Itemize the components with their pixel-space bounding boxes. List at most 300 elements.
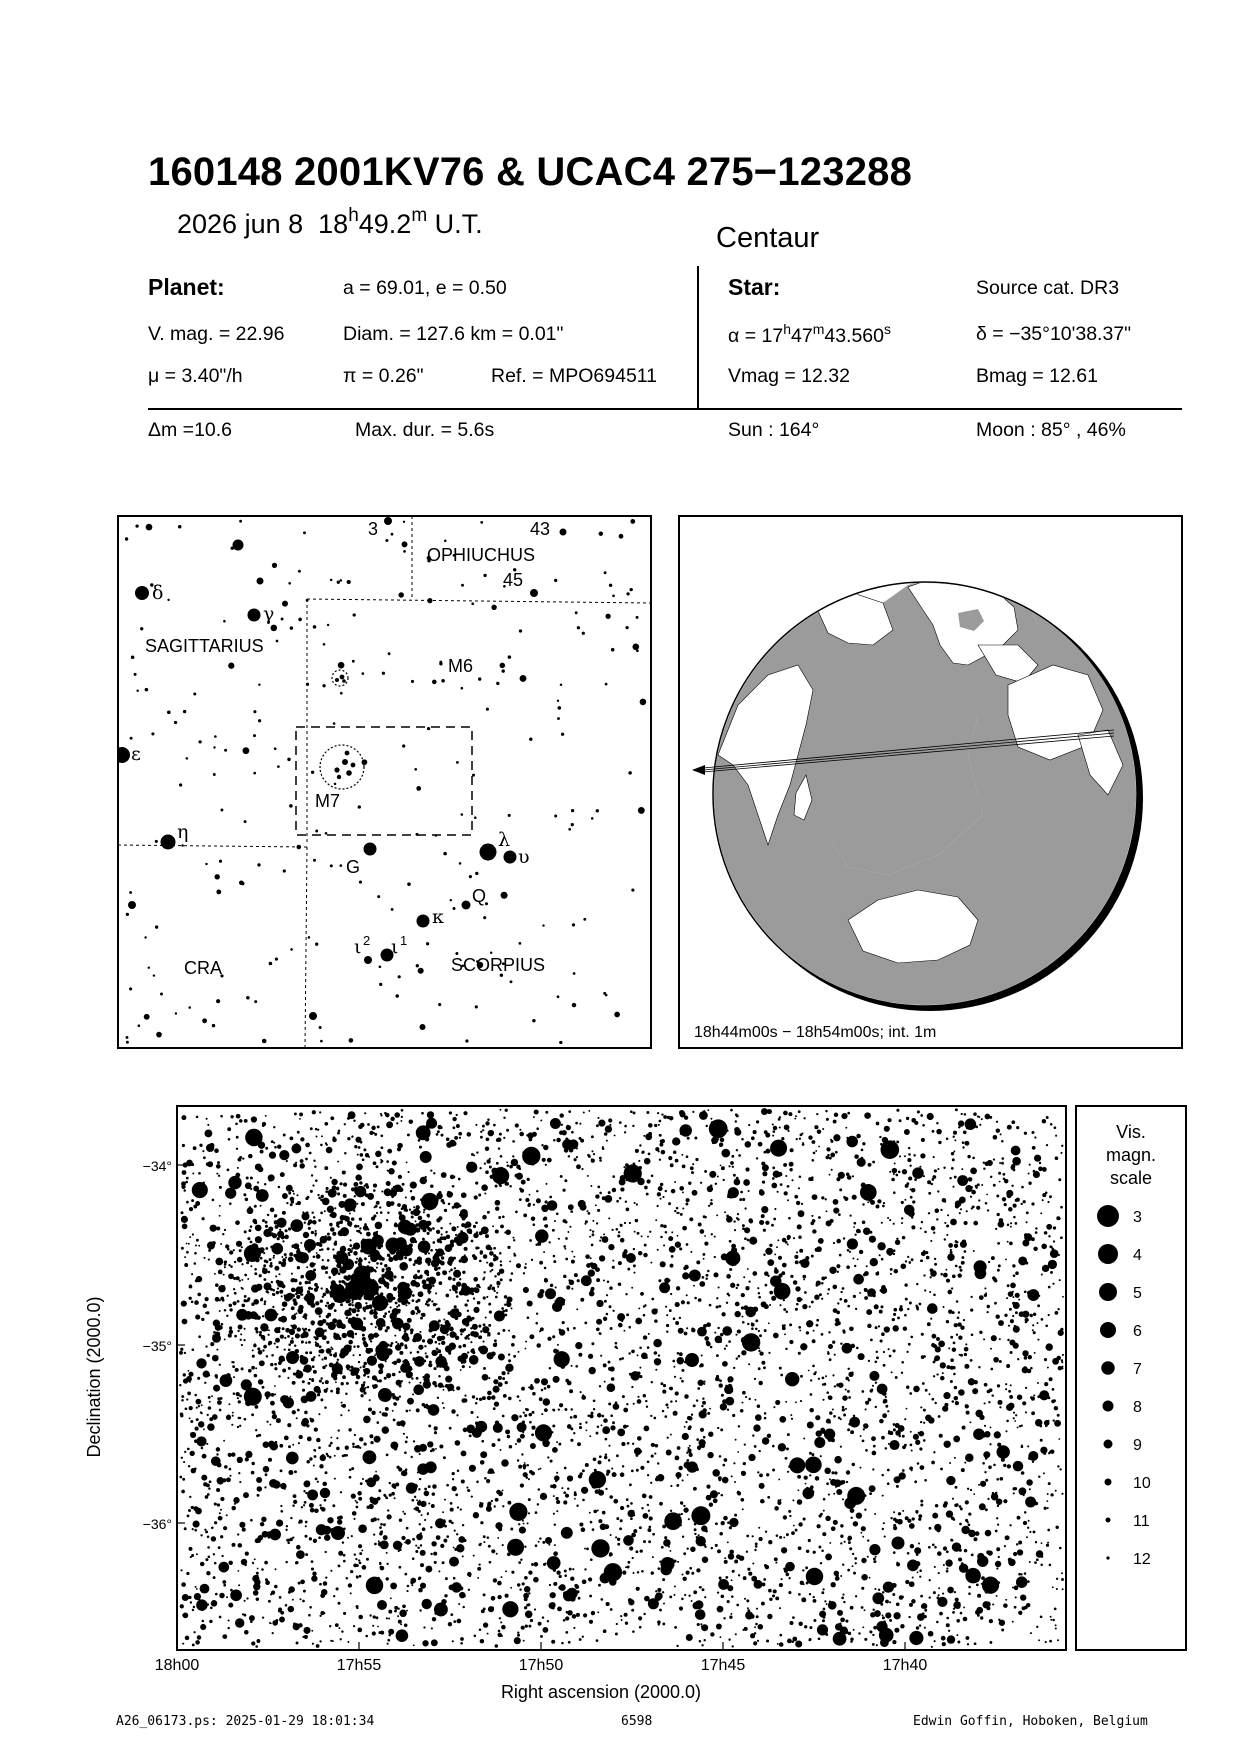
- chart-star: [766, 1640, 769, 1643]
- chart-star: [832, 1341, 835, 1344]
- chart-star: [550, 1284, 554, 1288]
- faint-star: [411, 680, 414, 683]
- faint-star: [571, 809, 574, 812]
- chart-star: [305, 1492, 307, 1494]
- chart-star: [427, 1232, 430, 1235]
- chart-star: [293, 1494, 297, 1498]
- chart-star: [953, 1151, 955, 1153]
- chart-star: [630, 1371, 640, 1381]
- faint-star: [416, 786, 421, 791]
- chart-star: [906, 1386, 909, 1389]
- chart-star: [590, 1521, 593, 1524]
- chart-star: [824, 1628, 826, 1630]
- chart-star: [1010, 1222, 1012, 1224]
- chart-star: [704, 1242, 708, 1246]
- faint-star: [398, 975, 401, 978]
- chart-star: [379, 1286, 382, 1289]
- object-category: Centaur: [716, 222, 820, 254]
- chart-star: [670, 1163, 674, 1167]
- chart-star: [976, 1584, 979, 1587]
- chart-star: [987, 1209, 989, 1211]
- chart-star: [1023, 1494, 1025, 1496]
- chart-star: [258, 1142, 265, 1149]
- chart-star: [734, 1229, 736, 1231]
- chart-star: [826, 1482, 829, 1485]
- chart-star: [623, 1330, 625, 1332]
- chart-star: [824, 1600, 826, 1602]
- chart-star: [222, 1233, 224, 1235]
- chart-star: [962, 1426, 966, 1430]
- chart-star: [712, 1131, 715, 1134]
- chart-star: [224, 1465, 228, 1469]
- chart-star: [726, 1274, 731, 1279]
- chart-star: [825, 1553, 832, 1560]
- chart-star: [347, 1137, 350, 1140]
- faint-star: [611, 648, 615, 652]
- chart-star: [553, 1551, 558, 1556]
- chart-star: [959, 1523, 962, 1526]
- chart-star: [658, 1354, 660, 1356]
- chart-star: [764, 1417, 767, 1420]
- chart-star: [295, 1147, 298, 1150]
- chart-star: [659, 1134, 662, 1137]
- chart-star: [382, 1426, 390, 1434]
- chart-star: [942, 1306, 944, 1308]
- chart-star: [493, 1471, 495, 1473]
- chart-star: [394, 1606, 398, 1610]
- chart-star: [983, 1162, 985, 1164]
- chart-star: [717, 1549, 721, 1553]
- label-45: 45: [503, 570, 524, 590]
- chart-star: [237, 1426, 239, 1428]
- chart-star: [369, 1399, 371, 1401]
- chart-star: [646, 1406, 648, 1408]
- chart-star: [665, 1231, 668, 1234]
- chart-star: [547, 1456, 549, 1458]
- chart-star: [528, 1625, 531, 1628]
- chart-star: [829, 1542, 831, 1544]
- chart-star: [220, 1497, 224, 1501]
- chart-star: [852, 1565, 854, 1567]
- chart-star: [651, 1455, 654, 1458]
- chart-star: [386, 1514, 391, 1519]
- chart-star: [320, 1488, 330, 1498]
- chart-star: [207, 1423, 215, 1431]
- chart-star: [661, 1113, 663, 1115]
- chart-star: [233, 1497, 239, 1503]
- chart-star: [372, 1631, 376, 1635]
- chart-star: [682, 1191, 684, 1193]
- chart-star: [498, 1382, 503, 1387]
- chart-star: [574, 1584, 578, 1588]
- chart-star: [654, 1358, 661, 1365]
- chart-star: [706, 1342, 711, 1347]
- chart-star: [196, 1436, 206, 1446]
- chart-star: [893, 1551, 896, 1554]
- chart-star: [401, 1470, 407, 1476]
- chart-star: [1018, 1611, 1022, 1615]
- chart-star: [887, 1217, 889, 1219]
- chart-star: [355, 1174, 361, 1180]
- chart-star: [1037, 1322, 1039, 1324]
- chart-star: [990, 1176, 992, 1178]
- chart-star: [694, 1523, 697, 1526]
- chart-star: [393, 1232, 396, 1235]
- chart-star: [305, 1525, 307, 1527]
- chart-star: [764, 1304, 769, 1309]
- chart-star: [219, 1205, 221, 1207]
- chart-star: [822, 1532, 826, 1536]
- chart-star: [894, 1628, 899, 1633]
- chart-star: [984, 1287, 986, 1289]
- chart-star: [646, 1111, 649, 1114]
- chart-star: [336, 1587, 339, 1590]
- chart-star: [985, 1479, 988, 1482]
- chart-star: [269, 1622, 271, 1624]
- chart-star: [274, 1146, 277, 1149]
- faint-star: [391, 533, 394, 536]
- chart-star: [583, 1111, 585, 1113]
- chart-star: [280, 1172, 285, 1177]
- chart-star: [590, 1257, 592, 1259]
- chart-star: [275, 1568, 277, 1570]
- chart-star: [624, 1613, 628, 1617]
- chart-star: [343, 1560, 346, 1563]
- chart-star: [1036, 1550, 1044, 1558]
- chart-star: [821, 1298, 823, 1300]
- chart-star: [970, 1359, 973, 1362]
- chart-star: [807, 1550, 810, 1553]
- chart-star: [682, 1535, 684, 1537]
- chart-star: [921, 1333, 924, 1336]
- chart-star: [881, 1436, 885, 1440]
- chart-star: [964, 1364, 969, 1369]
- chart-star: [697, 1387, 700, 1390]
- chart-star: [603, 1629, 607, 1633]
- chart-star: [436, 1272, 440, 1276]
- chart-star: [604, 1524, 609, 1529]
- chart-star: [952, 1274, 956, 1278]
- chart-star: [670, 1434, 672, 1436]
- chart-star: [875, 1556, 877, 1558]
- chart-star: [954, 1591, 956, 1593]
- chart-star: [182, 1224, 188, 1230]
- chart-star: [191, 1468, 194, 1471]
- chart-star: [867, 1539, 869, 1541]
- chart-star: [228, 1603, 233, 1608]
- chart-star: [805, 1457, 822, 1474]
- chart-star: [721, 1149, 730, 1158]
- chart-star: [728, 1638, 730, 1640]
- chart-star: [285, 1561, 287, 1563]
- chart-star: [912, 1576, 914, 1578]
- chart-star: [935, 1208, 940, 1213]
- chart-star: [327, 1233, 330, 1236]
- chart-star: [795, 1308, 798, 1311]
- chart-star: [525, 1198, 529, 1202]
- chart-star: [667, 1407, 669, 1409]
- chart-star: [762, 1180, 765, 1183]
- chart-star: [221, 1555, 223, 1557]
- faint-star: [605, 994, 608, 997]
- chart-star: [360, 1387, 366, 1393]
- chart-star: [196, 1399, 202, 1405]
- chart-star: [746, 1599, 749, 1602]
- chart-star: [491, 1443, 495, 1447]
- chart-star: [415, 1550, 418, 1553]
- chart-star: [250, 1225, 253, 1228]
- chart-star: [353, 1120, 355, 1122]
- chart-star: [256, 1435, 259, 1438]
- chart-star: [662, 1196, 664, 1198]
- chart-star: [543, 1251, 545, 1253]
- chart-star: [181, 1582, 186, 1587]
- chart-star: [204, 1129, 212, 1137]
- star-dot: [351, 763, 356, 768]
- chart-star: [968, 1592, 971, 1595]
- chart-star: [193, 1606, 195, 1608]
- chart-star: [500, 1260, 502, 1262]
- chart-star: [816, 1113, 818, 1115]
- chart-star: [431, 1504, 435, 1508]
- chart-star: [781, 1578, 783, 1580]
- chart-star: [682, 1479, 684, 1481]
- chart-star: [399, 1610, 406, 1617]
- chart-star: [783, 1163, 787, 1167]
- chart-star: [390, 1441, 398, 1449]
- chart-star: [595, 1204, 597, 1206]
- chart-star: [285, 1604, 288, 1607]
- chart-star: [288, 1257, 294, 1263]
- chart-star: [839, 1298, 842, 1301]
- chart-star: [1053, 1240, 1055, 1242]
- chart-star: [810, 1393, 813, 1396]
- chart-star: [676, 1286, 680, 1290]
- chart-star: [464, 1303, 467, 1306]
- chart-star: [183, 1189, 186, 1192]
- chart-star: [279, 1617, 285, 1623]
- chart-star: [237, 1397, 239, 1399]
- chart-star: [754, 1399, 756, 1401]
- chart-star: [637, 1354, 639, 1356]
- chart-star: [224, 1263, 227, 1266]
- chart-star: [919, 1447, 922, 1450]
- chart-star: [840, 1542, 842, 1544]
- chart-star: [552, 1335, 555, 1338]
- chart-star: [772, 1167, 775, 1170]
- chart-star: [927, 1113, 934, 1120]
- chart-star: [1040, 1439, 1043, 1442]
- chart-star: [402, 1635, 405, 1638]
- chart-star: [689, 1270, 701, 1282]
- chart-star: [742, 1391, 746, 1395]
- chart-star: [514, 1637, 521, 1644]
- chart-star: [955, 1401, 959, 1405]
- chart-star: [748, 1190, 750, 1192]
- chart-star: [1049, 1377, 1053, 1381]
- chart-star: [467, 1132, 472, 1137]
- chart-star: [934, 1640, 936, 1642]
- chart-star: [592, 1233, 595, 1236]
- chart-star: [201, 1318, 204, 1321]
- chart-star: [828, 1344, 833, 1349]
- chart-star: [681, 1513, 683, 1515]
- chart-star: [795, 1260, 799, 1264]
- chart-star: [526, 1134, 528, 1136]
- chart-star: [229, 1250, 233, 1254]
- chart-star: [1055, 1156, 1059, 1160]
- chart-star: [289, 1136, 293, 1140]
- chart-star: [406, 1610, 408, 1612]
- chart-star: [733, 1220, 735, 1222]
- chart-star: [998, 1320, 1004, 1326]
- chart-star: [554, 1523, 556, 1525]
- chart-star: [412, 1310, 415, 1313]
- chart-star: [320, 1300, 323, 1303]
- chart-star: [785, 1573, 789, 1577]
- chart-star: [488, 1545, 491, 1548]
- chart-star: [327, 1313, 331, 1317]
- chart-star: [725, 1576, 728, 1579]
- chart-star: [873, 1626, 877, 1630]
- chart-star: [255, 1429, 257, 1431]
- chart-star: [692, 1190, 698, 1196]
- chart-star: [909, 1523, 915, 1529]
- chart-star: [1049, 1195, 1052, 1198]
- chart-star: [342, 1455, 345, 1458]
- chart-star: [520, 1558, 522, 1560]
- chart-star: [261, 1517, 266, 1522]
- chart-star: [894, 1163, 896, 1165]
- chart-star: [1015, 1596, 1017, 1598]
- chart-star: [365, 1635, 368, 1638]
- chart-star: [491, 1395, 495, 1399]
- chart-star: [612, 1175, 615, 1178]
- chart-star: [789, 1515, 791, 1517]
- chart-star: [249, 1206, 252, 1209]
- chart-star: [850, 1638, 853, 1641]
- chart-star: [195, 1279, 198, 1282]
- chart-star: [1041, 1273, 1043, 1275]
- chart-star: [657, 1192, 661, 1196]
- chart-star: [440, 1126, 443, 1129]
- chart-star: [652, 1556, 654, 1558]
- horizontal-divider: [148, 408, 1182, 410]
- chart-star: [789, 1323, 792, 1326]
- chart-star: [205, 1297, 209, 1301]
- chart-star: [1034, 1561, 1037, 1564]
- chart-star: [710, 1632, 714, 1636]
- chart-star: [704, 1336, 709, 1341]
- chart-star: [843, 1601, 845, 1603]
- chart-star: [538, 1468, 540, 1470]
- chart-star: [597, 1186, 600, 1189]
- chart-star: [809, 1452, 812, 1455]
- chart-star: [1047, 1493, 1049, 1495]
- event-date: 2026 jun 8: [177, 209, 304, 239]
- chart-star: [965, 1454, 974, 1463]
- chart-star: [1008, 1390, 1011, 1393]
- chart-star: [1056, 1588, 1058, 1590]
- chart-star: [687, 1137, 690, 1140]
- chart-star: [892, 1318, 895, 1321]
- chart-star: [373, 1474, 379, 1480]
- chart-star: [491, 1549, 495, 1553]
- chart-star: [427, 1441, 433, 1447]
- chart-star: [595, 1543, 598, 1546]
- chart-star: [792, 1499, 794, 1501]
- chart-star: [557, 1344, 559, 1346]
- chart-star: [556, 1138, 560, 1142]
- faint-star: [283, 869, 286, 872]
- chart-star: [470, 1411, 473, 1414]
- chart-star: [351, 1467, 354, 1470]
- chart-star: [907, 1519, 911, 1523]
- faint-star: [315, 943, 318, 946]
- chart-star: [818, 1378, 820, 1380]
- faint-star: [303, 531, 306, 534]
- chart-star: [1002, 1173, 1005, 1176]
- chart-star: [258, 1350, 263, 1355]
- chart-star: [723, 1179, 725, 1181]
- event-datetime: [177, 205, 483, 240]
- chart-star: [457, 1469, 460, 1472]
- chart-star: [203, 1371, 210, 1378]
- chart-star: [324, 1499, 327, 1502]
- chart-star: [891, 1371, 893, 1373]
- chart-star: [732, 1645, 734, 1647]
- chart-star: [278, 1273, 280, 1275]
- chart-star: [962, 1141, 965, 1144]
- chart-star: [703, 1639, 705, 1641]
- chart-star: [238, 1400, 241, 1403]
- chart-star: [457, 1547, 459, 1549]
- chart-star: [519, 1527, 526, 1534]
- chart-star: [689, 1567, 692, 1570]
- chart-star: [219, 1215, 221, 1217]
- faint-star: [486, 708, 489, 711]
- faint-star: [395, 994, 399, 998]
- chart-star: [726, 1302, 728, 1304]
- chart-star: [965, 1519, 968, 1522]
- chart-star: [297, 1131, 300, 1134]
- chart-star: [406, 1590, 408, 1592]
- faint-star: [605, 614, 610, 619]
- faint-star: [465, 1039, 468, 1042]
- chart-star: [952, 1498, 954, 1500]
- chart-star: [409, 1409, 411, 1411]
- chart-star: [860, 1184, 877, 1201]
- chart-star: [449, 1289, 451, 1291]
- chart-star: [784, 1124, 790, 1130]
- chart-star: [1010, 1226, 1012, 1228]
- chart-star: [856, 1134, 861, 1139]
- chart-star: [814, 1437, 825, 1448]
- chart-star: [779, 1367, 782, 1370]
- chart-star: [547, 1158, 552, 1163]
- chart-star: [943, 1503, 947, 1507]
- chart-star: [579, 1137, 582, 1140]
- faint-star: [239, 881, 244, 886]
- label-eta: η: [177, 821, 189, 843]
- chart-star: [432, 1617, 436, 1621]
- chart-star: [712, 1469, 720, 1477]
- chart-star: [847, 1368, 849, 1370]
- chart-star: [269, 1152, 276, 1159]
- chart-star: [558, 1328, 561, 1331]
- chart-star: [385, 1407, 389, 1411]
- faint-star: [315, 830, 318, 833]
